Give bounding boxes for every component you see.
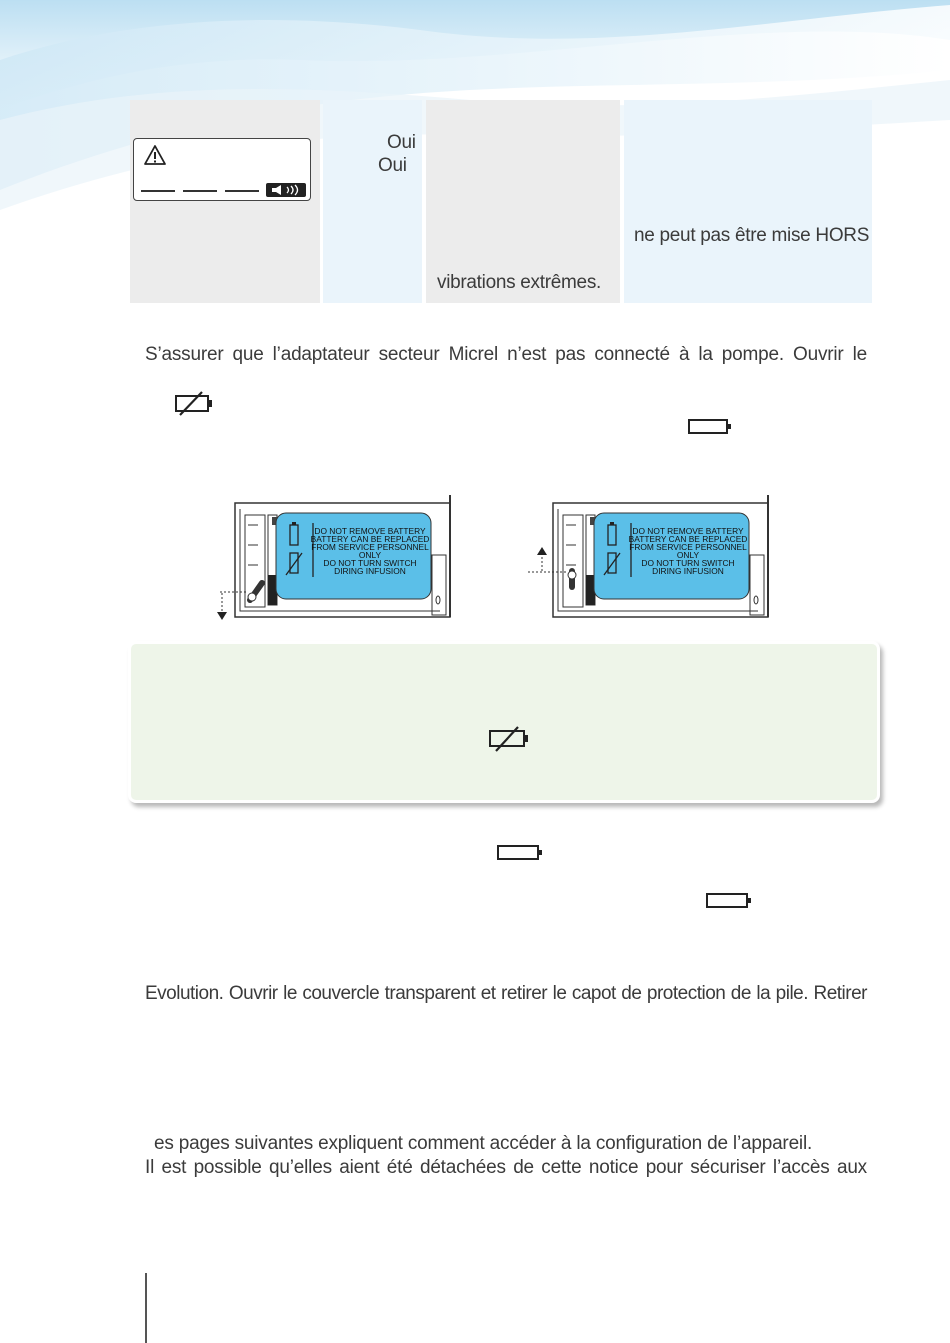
col3-text: vibrations extrêmes. xyxy=(437,272,602,293)
table-cell-col1 xyxy=(130,100,320,303)
battery-icon xyxy=(497,844,543,862)
paragraph-3: es pages suivantes expliquent comment accéder à la configuration de l’appareil. xyxy=(154,1133,813,1154)
battery-compartment-figure-left xyxy=(200,495,460,625)
battery-label-line-4: ONLY xyxy=(676,550,700,560)
paragraph-4: Il est possible qu’elles aient été détachées de cette notice pour sécuriser l’accès aux xyxy=(145,1157,867,1178)
battery-label-line-3: FROM SERVICE PERSONNEL xyxy=(311,542,429,552)
note-box xyxy=(128,641,880,803)
battery-label-line-4: ONLY xyxy=(358,550,382,560)
lcd-dash-2 xyxy=(183,190,217,192)
battery-label-line-1: DO NOT REMOVE BATTERY xyxy=(314,526,426,536)
battery-label-line-5: DO NOT TURN SWITCH xyxy=(641,558,735,568)
battery-off-icon xyxy=(488,725,532,753)
battery-compartment-figure-right xyxy=(518,495,778,625)
battery-label-line-6: DIRING INFUSION xyxy=(334,566,406,576)
warning-triangle-icon xyxy=(143,144,167,166)
speaker-sound-icon xyxy=(266,183,306,197)
lcd-display xyxy=(133,138,311,201)
battery-off-icon xyxy=(174,391,214,417)
battery-icon xyxy=(706,892,752,910)
col2-value-1: Oui xyxy=(387,132,416,153)
table-cell-col2 xyxy=(323,100,422,303)
col4-text: ne peut pas être mise HORS xyxy=(634,225,870,246)
battery-label-line-2: BATTERY CAN BE REPLACED xyxy=(628,534,748,544)
battery-label-line-5: DO NOT TURN SWITCH xyxy=(323,558,417,568)
col2-value-2: Oui xyxy=(378,155,407,176)
battery-label-line-3: FROM SERVICE PERSONNEL xyxy=(629,542,747,552)
lcd-dash-3 xyxy=(225,190,259,192)
paragraph-2: Evolution. Ouvrir le couvercle transparent et retirer le capot de protection de la pile. Retirer xyxy=(145,983,867,1004)
battery-label-line-6: DIRING INFUSION xyxy=(652,566,724,576)
lcd-dash-1 xyxy=(141,190,175,192)
battery-label-line-2: BATTERY CAN BE REPLACED xyxy=(310,534,430,544)
battery-icon xyxy=(688,418,732,436)
margin-line xyxy=(145,1273,147,1343)
table-cell-col4 xyxy=(624,100,872,303)
battery-label-line-1: DO NOT REMOVE BATTERY xyxy=(632,526,744,536)
paragraph-1: S’assurer que l’adaptateur secteur Micrel n’est pas connecté à la pompe. Ouvrir le xyxy=(145,344,867,365)
